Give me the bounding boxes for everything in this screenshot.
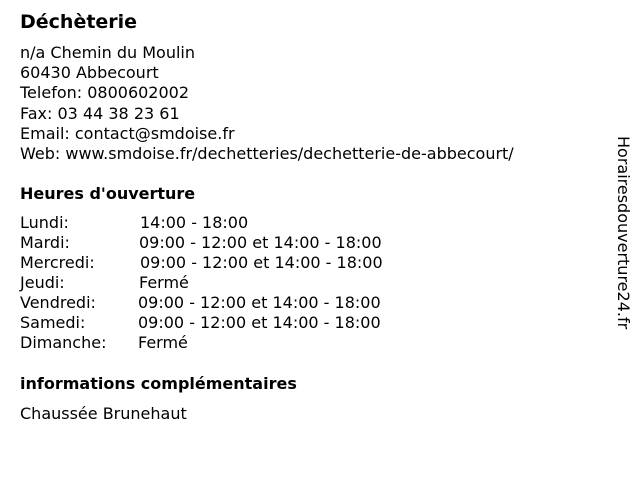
additional-info-heading: informations complémentaires (20, 374, 297, 393)
day-label: Dimanche: (20, 333, 107, 352)
day-label: Mercredi: (20, 253, 95, 272)
place-title: Déchèterie (20, 11, 138, 33)
phone-line: Telefon: 0800602002 (20, 83, 190, 103)
address-street: n/a Chemin du Moulin (20, 43, 195, 62)
day-label: Lundi: (20, 213, 69, 232)
additional-info-text: Chaussée Brunehaut (20, 404, 187, 423)
time-value: 14:00 - 18:00 (140, 213, 249, 232)
time-value: 09:00 - 12:00 et 14:00 - 18:00 (138, 293, 381, 312)
email-line: Email: contact@smdoise.fr (20, 123, 235, 143)
web-line: Web: www.smdoise.fr/dechetteries/dechetterie-de-abbecourt/ (20, 144, 514, 164)
fax-line: Fax: 03 44 38 23 61 (20, 103, 180, 123)
day-label: Vendredi: (20, 293, 96, 312)
opening-hours-heading: Heures d'ouverture (20, 184, 196, 203)
site-watermark: Horairesdouverture24.fr (614, 136, 633, 330)
address-city: 60430 Abbecourt (20, 63, 159, 83)
address-block (20, 43, 514, 164)
time-value: 09:00 - 12:00 et 14:00 - 18:00 (139, 233, 382, 252)
time-value: Fermé (138, 333, 188, 352)
day-label: Samedi: (20, 313, 86, 332)
time-value: 09:00 - 12:00 et 14:00 - 18:00 (140, 253, 383, 272)
day-label: Jeudi: (20, 273, 65, 292)
time-value: Fermé (139, 273, 189, 292)
day-label: Mardi: (20, 233, 70, 252)
time-value: 09:00 - 12:00 et 14:00 - 18:00 (138, 313, 381, 332)
